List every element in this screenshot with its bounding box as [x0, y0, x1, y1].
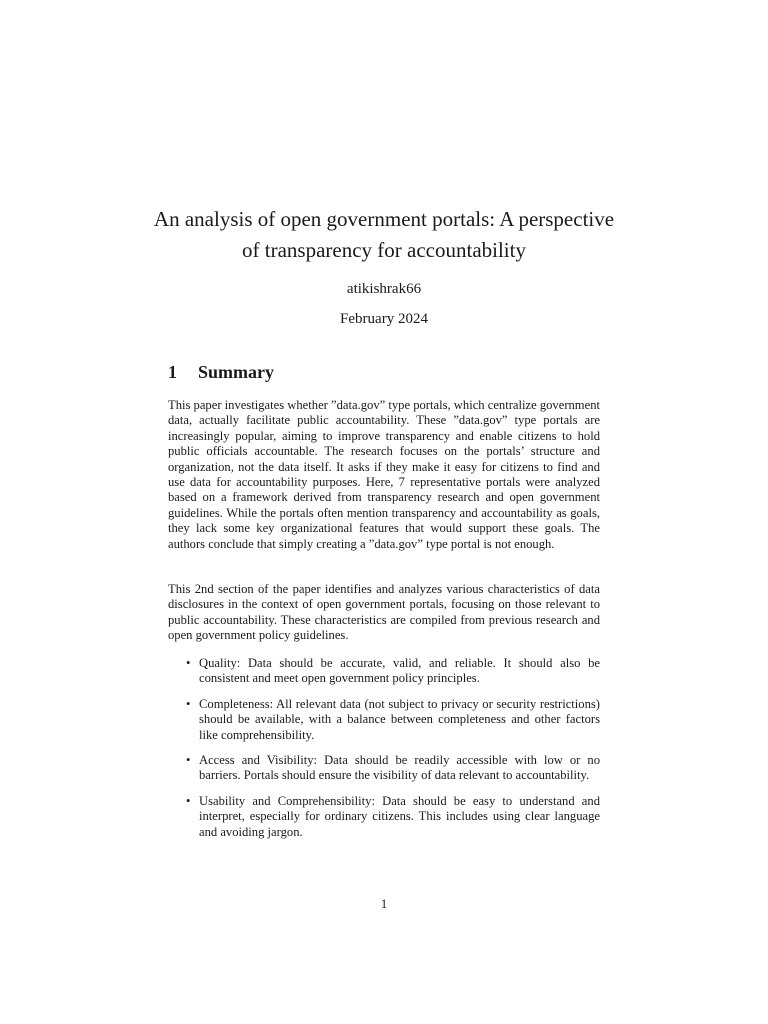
page-number: 1: [380, 897, 388, 911]
list-item-text: Access and Visibility: Data should be readily accessible with low or no barriers. Portals should ensure the visibility of data relevant to accountability.: [199, 753, 600, 783]
section-number: 1: [168, 362, 177, 382]
list-item-access-visibility: [186, 753, 600, 784]
paper-author: atikishrak66: [346, 281, 422, 297]
bullet-icon: •: [186, 656, 191, 670]
bullet-icon: •: [186, 696, 191, 711]
list-item-text: Completeness: All relevant data (not subject to privacy or security restrictions) should be available, with a balance between completeness and other factors like comprehensibility.: [199, 696, 600, 742]
bullet-icon: •: [186, 793, 191, 808]
list-item-text: Usability and Comprehensibility: Data should be easy to understand and interpret, especially for ordinary citizens. This includes using clear language and avoiding jargon.: [199, 793, 600, 839]
section-title: Summary: [198, 362, 274, 382]
summary-paragraph-1: [168, 398, 600, 552]
list-item-completeness: [186, 697, 600, 743]
characteristics-list: [186, 656, 600, 850]
list-item-text: Quality: Data should be accurate, valid, and reliable. It should also be consistent and meet open government policy principles.: [199, 656, 600, 686]
bullet-icon: •: [186, 753, 191, 768]
paper-title: An analysis of open government portals: A perspective of transparency for accountability: [153, 207, 615, 262]
section-heading: [168, 362, 274, 383]
paper-date: February 2024: [340, 311, 428, 327]
list-item-quality: [186, 656, 600, 687]
list-item-usability: [186, 794, 600, 840]
paragraph-text: This 2nd section of the paper identifies and analyzes various characteristics of data disclosures in the context of open government portals, focusing on those relevant to public accountability. These characteristics are compiled from previous research and open government policy guidelines.: [168, 582, 600, 643]
summary-paragraph-2: [168, 582, 600, 644]
paragraph-text: This paper investigates whether ”data.gov” type portals, which centralize government data, actually facilitate public accountability. These ”data.gov” type portals are increasingly popular, aiming to improve transparency and enable citizens to hold public officials accountable. The research focuses on the portals’ structure and organization, not the data itself. It asks if they make it easy for citizens to find and use data for accountability purposes. Here, 7 representative portals were analyzed based on a framework derived from transparency research and open government guidelines. While the portals often mention transparency and accountability as goals, they lack some key organizational features that would support these goals. The authors conclude that simply creating a ”data.gov” type portal is not enough.: [168, 398, 600, 551]
